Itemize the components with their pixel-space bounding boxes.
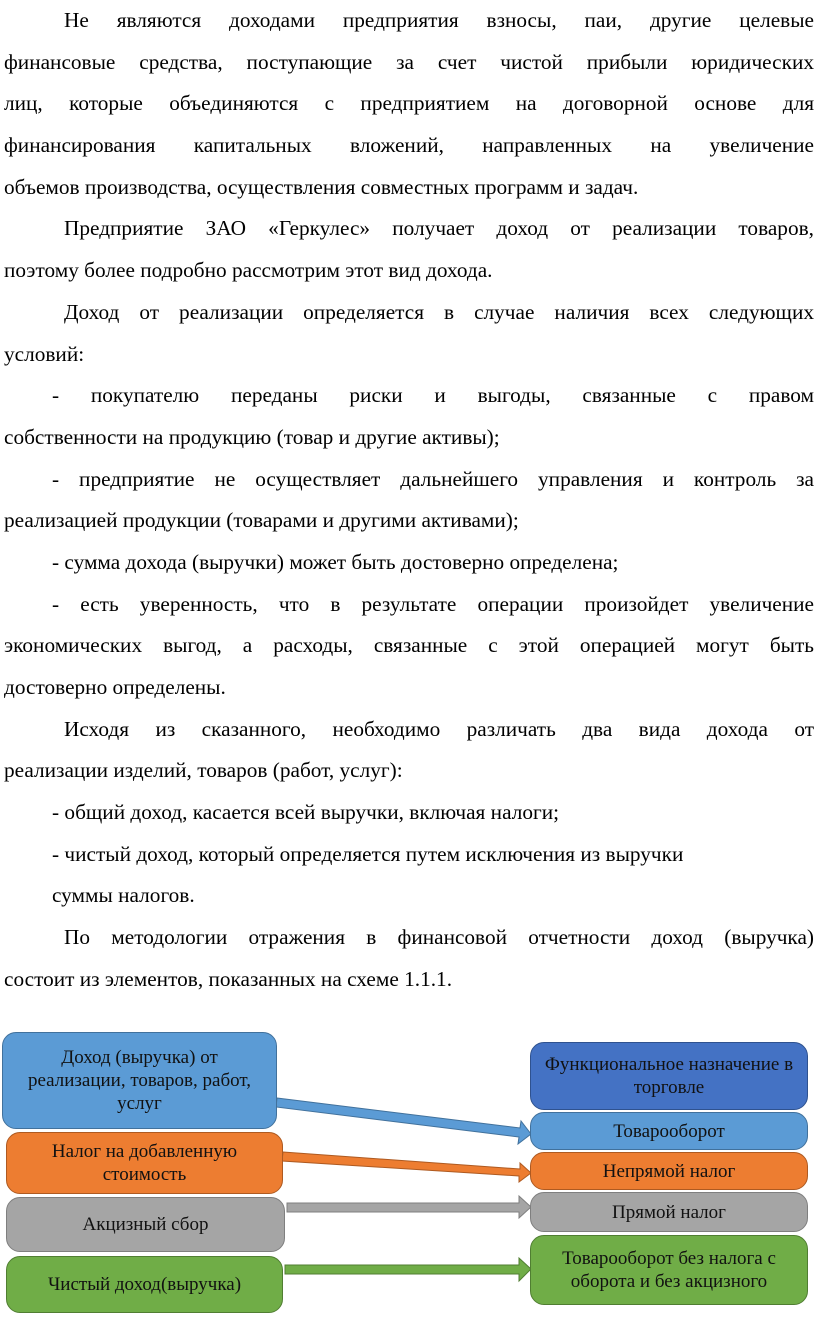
arrow-gray: [287, 1196, 531, 1218]
text-line: - общий доход, касается всей выручки, включая налоги;: [52, 800, 560, 825]
text-line: Исходя из сказанного, необходимо различать два вида дохода от: [64, 716, 814, 741]
box-revenue-label: Доход (выручка) от реализации, товаров, работ, услуг: [27, 1047, 251, 1114]
text-line: реализацией продукции (товарами и другими активами);: [4, 508, 519, 533]
box-vat-label: Налог на добавленную стоимость: [51, 1141, 238, 1185]
arrow-green: [285, 1258, 531, 1281]
box-net-revenue: [6, 1256, 283, 1313]
box-indirect-tax: [530, 1152, 808, 1190]
box-turnover: [530, 1112, 808, 1150]
text-line: поэтому более подробно рассмотрим этот вид дохода.: [4, 258, 493, 283]
arrow-orange: [282, 1152, 531, 1182]
text-line: По методологии отражения в финансовой отчетности доход (выручка): [64, 925, 814, 950]
text-line: экономических выгод, а расходы, связанные с этой операцией могут быть: [4, 633, 814, 658]
box-function: [530, 1042, 808, 1110]
box-excise: [6, 1197, 285, 1252]
text-line: - есть уверенность, что в результате операции произойдет увеличение: [52, 591, 814, 616]
text-line: реализации изделий, товаров (работ, услуг):: [4, 758, 403, 783]
text-line: Доход от реализации определяется в случае наличия всех следующих: [64, 299, 814, 324]
document-body: [4, 0, 814, 1001]
box-turnover-label: Товарооборот: [613, 1120, 725, 1142]
box-indirect-tax-label: Непрямой налог: [602, 1160, 736, 1182]
box-revenue: [2, 1032, 277, 1129]
box-direct-tax-label: Прямой налог: [612, 1201, 726, 1223]
text-line: лиц, которые объединяются с предприятием на договорной основе для: [4, 91, 814, 116]
text-line: достоверно определены.: [4, 675, 226, 699]
box-direct-tax: [530, 1192, 808, 1232]
box-function-label: Функциональное назначение в торговле: [544, 1054, 794, 1098]
arrow-blue: [276, 1098, 531, 1144]
text-line: объемов производства, осуществления совместных программ и задач.: [4, 174, 639, 199]
text-line: - сумма дохода (выручки) может быть достоверно определена;: [52, 549, 619, 574]
text-line: - предприятие не осуществляет дальнейшего управления и контроль за: [52, 466, 814, 491]
box-net-turnover-label: Товарооборот без налога с оборота и без акцизного: [562, 1248, 776, 1292]
text-line: собственности на продукцию (товар и другие активы);: [4, 424, 500, 449]
box-net-turnover: [530, 1235, 808, 1305]
text-line: Предприятие ЗАО «Геркулес» получает доход от реализации товаров,: [64, 216, 814, 241]
text-line: - чистый доход, который определяется путем исключения из выручки: [52, 841, 684, 866]
text-line: условий:: [4, 341, 85, 366]
text-line: финансирования капитальных вложений, направленных на увеличение: [4, 133, 814, 158]
text-line: финансовые средства, поступающие за счет чистой прибыли юридических: [4, 49, 814, 74]
text-line: суммы налогов.: [52, 883, 195, 908]
box-excise-label: Акцизный сбор: [82, 1214, 209, 1235]
text-line: состоит из элементов, показанных на схеме 1.1.1.: [4, 966, 453, 991]
text-line: - покупателю переданы риски и выгоды, связанные с правом: [52, 383, 814, 408]
box-net-revenue-label: Чистый доход(выручка): [47, 1274, 242, 1295]
text-line: Не являются доходами предприятия взносы, паи, другие целевые: [64, 8, 814, 32]
box-vat: [6, 1132, 283, 1194]
